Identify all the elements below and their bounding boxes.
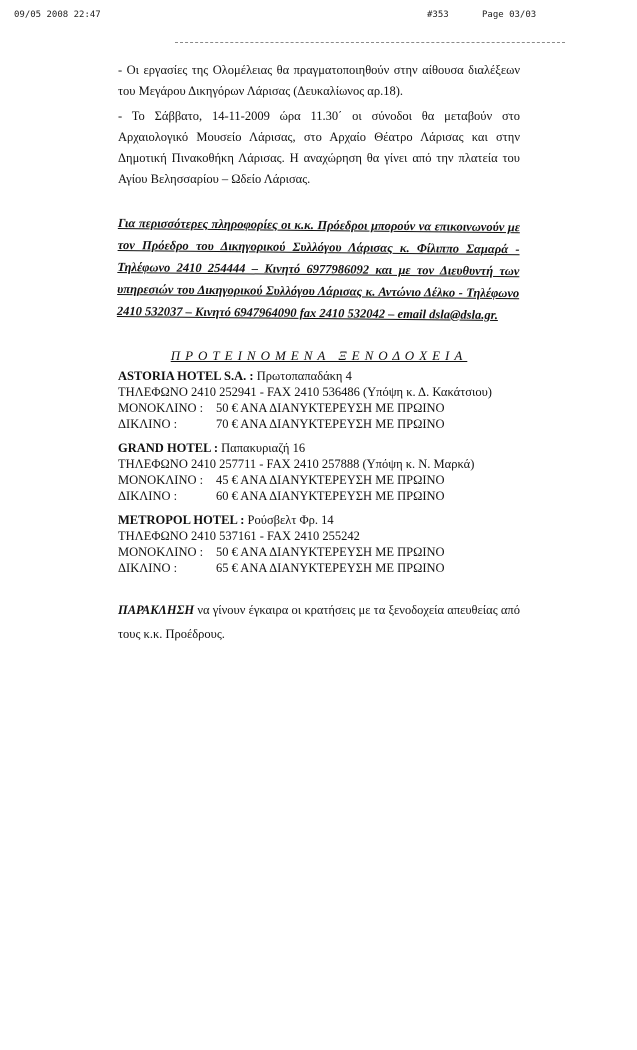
hotel-address: Παπακυριαζή 16 [218, 441, 306, 455]
hotel-entry-grand [118, 440, 520, 504]
request-lead: ΠΑΡΑΚΛΗΣΗ [118, 603, 195, 617]
hotel-name: GRAND HOTEL : [118, 441, 219, 455]
single-room-rate: 50 € ΑΝΑ ΔΙΑΝΥΚΤΕΡΕΥΣΗ ΜΕ ΠΡΩΙΝΟ [216, 545, 445, 559]
hotel-contact: ΤΗΛΕΦΩΝΟ 2410 257711 - FAX 2410 257888 (Υπόψη κ. Ν. Μαρκά) [118, 457, 475, 471]
paragraph-plenary-location: - Οι εργασίες της Ολομέλειας θα πραγματοποιηθούν στην αίθουσα διαλέξεων του Μεγάρου Δικηγόρων Λάρισας (Δευκαλίωνος αρ.18). [118, 63, 520, 98]
fax-job-number: #353 [427, 10, 449, 20]
request-text: να γίνουν έγκαιρα οι κρατήσεις με τα ξενοδοχεία απευθείας από τους κ.κ. Προέδρους. [118, 603, 520, 641]
paragraph-saturday-visit: - Το Σάββατο, 14-11-2009 ώρα 11.30΄ οι σύνοδοι θα μεταβούν στο Αρχαιολογικό Μουσείο Λάρισας, στο Αρχαίο Θέατρο Λάρισας και στην Δημοτική Πινακοθήκη Λάρισας. Η αναχώρηση θα γίνει από την πλατεία του Αγίου Βελησσαρίου – Ωδείο Λάρισας. [118, 109, 520, 186]
double-room-label: ΔΙΚΛΙΝΟ : [118, 561, 178, 575]
double-room-rate: 60 € ΑΝΑ ΔΙΑΝΥΚΤΕΡΕΥΣΗ ΜΕ ΠΡΩΙΝΟ [216, 489, 445, 503]
hotel-name: METROPOL HOTEL : [118, 513, 245, 527]
hotel-address: Ρούσβελτ Φρ. 14 [244, 513, 334, 527]
hotel-contact: ΤΗΛΕΦΩΝΟ 2410 537161 - FAX 2410 255242 [118, 529, 360, 543]
document-body [118, 60, 520, 659]
single-room-rate: 45 € ΑΝΑ ΔΙΑΝΥΚΤΕΡΕΥΣΗ ΜΕ ΠΡΩΙΝΟ [216, 473, 445, 487]
hotels-section-title: ΠΡΟΤΕΙΝΟΜΕΝΑ ΞΕΝΟΔΟΧΕΙΑ [170, 348, 468, 363]
hotel-entry-astoria [118, 368, 520, 432]
double-room-rate: 65 € ΑΝΑ ΔΙΑΝΥΚΤΕΡΕΥΣΗ ΜΕ ΠΡΩΙΝΟ [216, 561, 445, 575]
single-room-label: ΜΟΝΟΚΛΙΝΟ : [118, 401, 204, 415]
booking-request [118, 598, 520, 646]
double-room-rate: 70 € ΑΝΑ ΔΙΑΝΥΚΤΕΡΕΥΣΗ ΜΕ ΠΡΩΙΝΟ [216, 417, 445, 431]
fax-header [0, 10, 637, 26]
single-room-label: ΜΟΝΟΚΛΙΝΟ : [118, 473, 204, 487]
double-room-label: ΔΙΚΛΙΝΟ : [118, 489, 178, 503]
fax-page-number: Page 03/03 [482, 10, 537, 20]
fax-datetime: 09/05 2008 22:47 [14, 10, 101, 20]
double-room-label: ΔΙΚΛΙΝΟ : [118, 417, 178, 431]
contact-information-block: Για περισσότερες πληροφορίες οι κ.κ. Πρόεδροι μπορούν να επικοινωνούν με τον Πρόεδρο του Δικηγορικού Συλλόγου Λάρισας κ. Φίλιππο Σαμαρά - Τηλέφωνο 2410 254444 – Κινητό 6977986092 και με τον Διευθυντή των υπηρεσιών του Δικηγορικού Συλλόγου Λάρισας κ. Αντώνιο Δέλκο - Τηλέφωνο 2410 532037 – Κινητό 6947964090 fax 2410 532042 – email dsla@dsla.gr. [116, 215, 520, 322]
single-room-label: ΜΟΝΟΚΛΙΝΟ : [118, 545, 204, 559]
scan-artifact-line [175, 42, 565, 45]
hotel-name: ASTORIA HOTEL S.A. : [118, 369, 254, 383]
hotel-contact: ΤΗΛΕΦΩΝΟ 2410 252941 - FAX 2410 536486 (Υπόψη κ. Δ. Κακάτσιου) [118, 385, 492, 399]
hotel-address: Πρωτοπαπαδάκη 4 [253, 369, 352, 383]
hotel-entry-metropol [118, 512, 520, 576]
single-room-rate: 50 € ΑΝΑ ΔΙΑΝΥΚΤΕΡΕΥΣΗ ΜΕ ΠΡΩΙΝΟ [216, 401, 445, 415]
